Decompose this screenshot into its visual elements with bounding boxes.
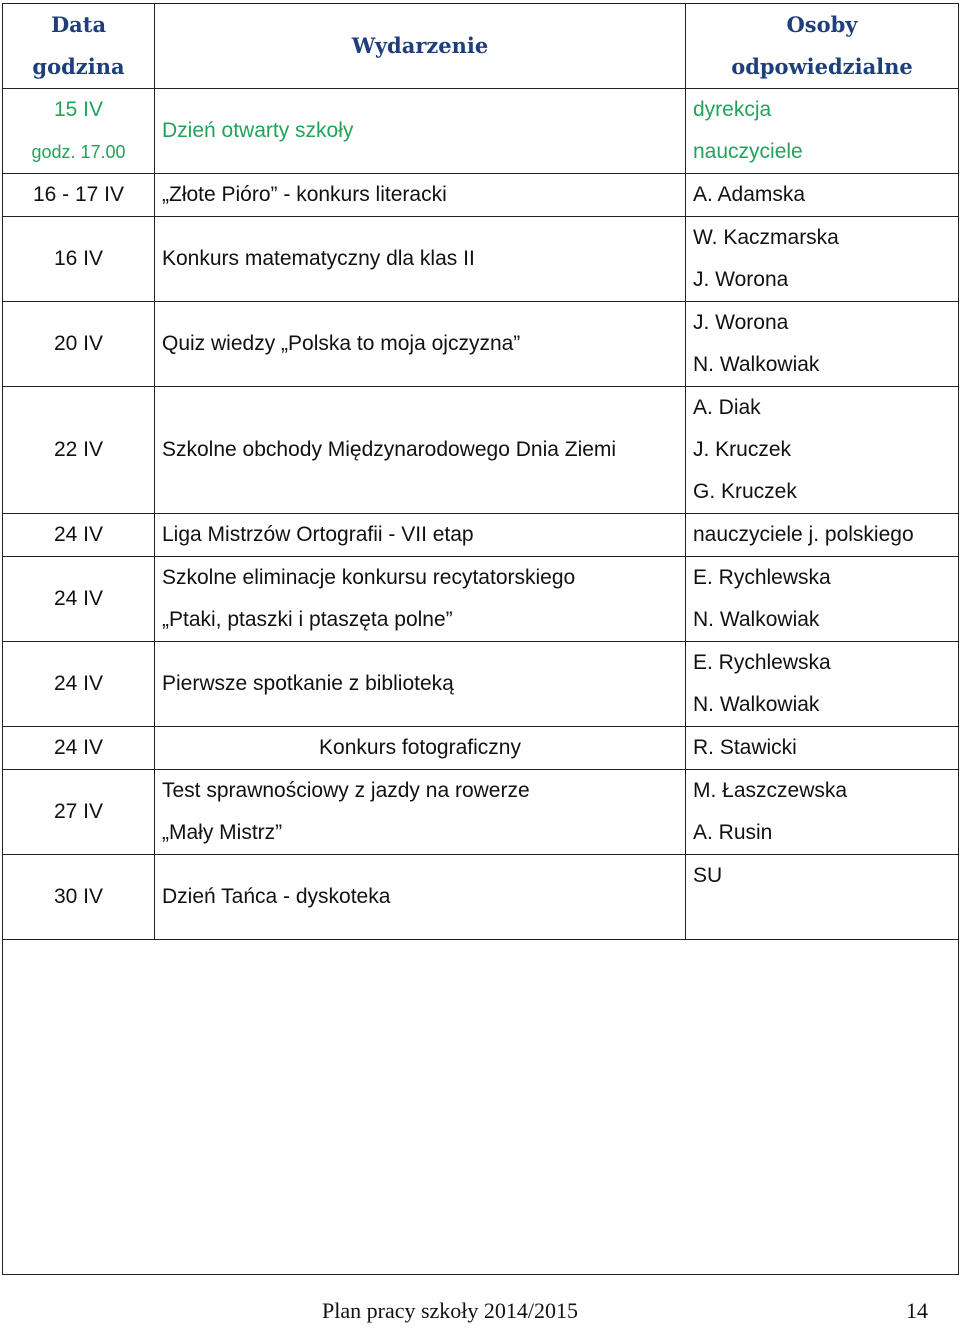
row-date xyxy=(3,855,155,940)
empty-table-row xyxy=(3,940,959,1275)
row-responsible xyxy=(686,770,959,855)
table-header-row xyxy=(3,4,959,89)
row-date-line: 16 - 17 IV xyxy=(32,183,125,206)
row-event xyxy=(155,89,686,174)
row-date-line: godz. 17.00 xyxy=(31,142,126,162)
row-responsible xyxy=(686,387,959,514)
row-event-line: Szkolne eliminacje konkursu recytatorskiego xyxy=(162,566,576,589)
row-event xyxy=(155,174,686,217)
row-date-line: 24 IV xyxy=(53,736,104,759)
table-row xyxy=(3,217,959,302)
row-event-line: Quiz wiedzy „Polska to moja ojczyzna” xyxy=(162,332,521,355)
row-responsible xyxy=(686,217,959,302)
page-number: 14 xyxy=(906,1298,928,1323)
row-date-line: 24 IV xyxy=(53,672,104,695)
row-resp-line: G. Kruczek xyxy=(693,480,797,503)
row-resp-line: nauczyciele j. polskiego xyxy=(693,523,914,546)
row-resp-line: A. Adamska xyxy=(693,183,806,206)
header-date xyxy=(3,4,155,89)
table-row xyxy=(3,770,959,855)
table-row xyxy=(3,89,959,174)
row-date xyxy=(3,174,155,217)
row-date-line: 15 IV xyxy=(53,98,104,121)
row-responsible xyxy=(686,727,959,770)
header-event: Wydarzenie xyxy=(155,4,686,89)
row-event xyxy=(155,557,686,642)
table-row xyxy=(3,642,959,727)
row-resp-line: SU xyxy=(693,864,723,887)
row-date-line: 24 IV xyxy=(53,587,104,610)
table-row xyxy=(3,855,959,940)
row-resp-line: nauczyciele xyxy=(693,140,803,163)
row-event-line: Pierwsze spotkanie z biblioteką xyxy=(162,672,454,695)
row-date xyxy=(3,89,155,174)
row-event xyxy=(155,217,686,302)
row-event xyxy=(155,727,686,770)
row-event-line: Konkurs fotograficzny xyxy=(319,736,521,759)
row-responsible xyxy=(686,174,959,217)
row-date xyxy=(3,557,155,642)
row-resp-line: A. Rusin xyxy=(693,821,773,844)
empty-cell xyxy=(3,940,959,1275)
row-resp-line: J. Worona xyxy=(693,311,789,334)
row-date-line: 22 IV xyxy=(53,438,104,461)
row-date xyxy=(3,217,155,302)
row-responsible xyxy=(686,557,959,642)
header-resp-line2: odpowiedzialne xyxy=(731,54,913,79)
row-event xyxy=(155,514,686,557)
table-row xyxy=(3,557,959,642)
row-date xyxy=(3,387,155,514)
row-event xyxy=(155,642,686,727)
row-event-line: Dzień otwarty szkoły xyxy=(162,119,354,142)
row-resp-line: N. Walkowiak xyxy=(693,353,820,376)
row-resp-line: M. Łaszczewska xyxy=(693,779,848,802)
row-event xyxy=(155,387,686,514)
schedule-table xyxy=(2,3,959,1275)
row-date-line: 30 IV xyxy=(53,885,104,908)
header-responsible xyxy=(686,4,959,89)
page-footer xyxy=(0,1296,960,1330)
row-resp-line: N. Walkowiak xyxy=(693,608,820,631)
header-date-line1: Data xyxy=(50,12,107,37)
row-resp-line: dyrekcja xyxy=(693,98,772,121)
table-row xyxy=(3,514,959,557)
table-row xyxy=(3,174,959,217)
table-row xyxy=(3,727,959,770)
header-resp-line1: Osoby xyxy=(786,12,858,37)
row-responsible xyxy=(686,642,959,727)
row-resp-line: R. Stawicki xyxy=(693,736,797,759)
row-responsible xyxy=(686,302,959,387)
row-date xyxy=(3,642,155,727)
row-date-line: 27 IV xyxy=(53,800,104,823)
row-event xyxy=(155,770,686,855)
footer-title: Plan pracy szkoły 2014/2015 xyxy=(322,1298,579,1323)
row-event-line: „Ptaki, ptaszki i ptaszęta polne” xyxy=(162,608,453,631)
row-event xyxy=(155,855,686,940)
row-resp-line: N. Walkowiak xyxy=(693,693,820,716)
row-date-line: 20 IV xyxy=(53,332,104,355)
row-event-line: Dzień Tańca - dyskoteka xyxy=(162,885,391,908)
row-event xyxy=(155,302,686,387)
row-responsible xyxy=(686,89,959,174)
row-responsible xyxy=(686,855,959,940)
row-responsible xyxy=(686,514,959,557)
header-date-line2: godzina xyxy=(32,54,125,79)
row-resp-line: J. Kruczek xyxy=(693,438,792,461)
row-date xyxy=(3,302,155,387)
row-resp-line: E. Rychlewska xyxy=(693,566,831,589)
table-row xyxy=(3,387,959,514)
row-resp-line: J. Worona xyxy=(693,268,789,291)
row-event-line: Liga Mistrzów Ortografii - VII etap xyxy=(162,523,474,546)
row-event-line: „Złote Pióro” - konkurs literacki xyxy=(162,183,447,206)
row-resp-line: E. Rychlewska xyxy=(693,651,831,674)
row-date xyxy=(3,727,155,770)
row-date xyxy=(3,770,155,855)
row-resp-line: A. Diak xyxy=(693,396,761,419)
row-event-line: „Mały Mistrz” xyxy=(162,821,283,844)
row-date-line: 24 IV xyxy=(53,523,104,546)
row-resp-line: W. Kaczmarska xyxy=(693,226,839,249)
row-date xyxy=(3,514,155,557)
table-row xyxy=(3,302,959,387)
row-event-line: Szkolne obchody Międzynarodowego Dnia Ziemi xyxy=(162,438,617,461)
row-event-line: Konkurs matematyczny dla klas II xyxy=(162,247,475,270)
row-event-line: Test sprawnościowy z jazdy na rowerze xyxy=(162,779,530,802)
row-date-line: 16 IV xyxy=(53,247,104,270)
